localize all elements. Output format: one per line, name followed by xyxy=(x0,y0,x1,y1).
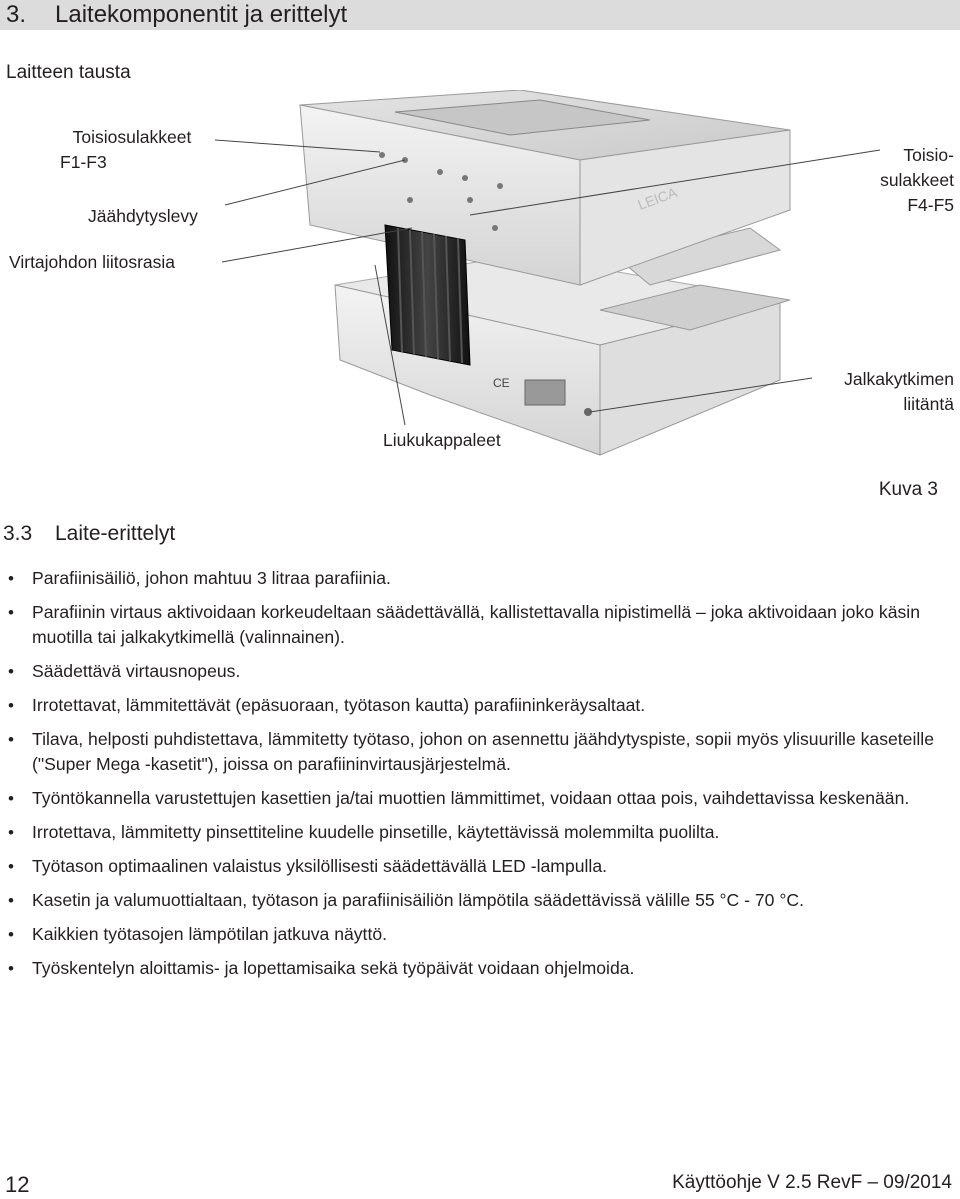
bullet-icon: • xyxy=(8,857,14,876)
list-item xyxy=(8,659,954,684)
type-plate xyxy=(525,380,565,405)
device-illustration xyxy=(0,90,960,470)
list-item-text: Tilava, helposti puhdistettava, lämmitetty työtaso, johon on asennettu jäähdytyspiste, sopii myös ylisuurille kaseteille ("Super Mega -kasetit"), joissa on parafiininvirtausjärjestelmä. xyxy=(32,729,934,774)
bullet-icon: • xyxy=(8,789,14,808)
label-slides: Liukukappaleet xyxy=(383,430,501,450)
list-item xyxy=(8,888,954,913)
list-item xyxy=(8,854,954,879)
list-item xyxy=(8,956,954,981)
bullet-icon: • xyxy=(8,730,14,749)
bullet-icon: • xyxy=(8,959,14,978)
label-line: Toisio- xyxy=(903,145,954,165)
label-cooling-plate: Jäähdytyslevy xyxy=(88,206,198,226)
list-item xyxy=(8,693,954,718)
bullet-icon: • xyxy=(8,662,14,681)
list-item-text: Irrotettava, lämmitetty pinsettiteline kuudelle pinsetille, käytettävissä molemmilta puolilta. xyxy=(32,822,720,842)
list-item xyxy=(8,566,954,591)
bullet-icon: • xyxy=(8,823,14,842)
page-number: 12 xyxy=(5,1172,30,1197)
label-line: Jalkakytkimen xyxy=(844,369,954,389)
list-item-text: Työntökannella varustettujen kasettien ja/tai muottien lämmittimet, voidaan ottaa pois, vaihdettavissa keskenään. xyxy=(32,788,910,808)
section-heading xyxy=(3,522,175,546)
label-line: F1-F3 xyxy=(60,152,107,172)
bullet-icon: • xyxy=(8,925,14,944)
list-item-text: Säädettävä virtausnopeus. xyxy=(32,661,241,681)
chapter-title: Laitekomponentit ja erittelyt xyxy=(55,1,348,28)
list-item xyxy=(8,922,954,947)
chapter-header-bar xyxy=(0,0,960,30)
list-item-text: Parafiinin virtaus aktivoidaan korkeudeltaan säädettävällä, kallistettavalla nipistimellä – joka aktivoidaan joko käsin muotilla tai jalkakytkimellä (valinnainen). xyxy=(32,602,921,647)
label-line: liitäntä xyxy=(903,394,954,414)
device-brand-logo: LEICA xyxy=(635,183,680,213)
bullet-icon: • xyxy=(8,603,14,622)
document-version: Käyttöohje V 2.5 RevF – 09/2014 xyxy=(672,1172,952,1193)
list-item xyxy=(8,820,954,845)
list-item-text: Kaikkien työtasojen lämpötilan jatkuva näyttö. xyxy=(32,924,388,944)
label-line: Toisiosulakkeet xyxy=(72,127,192,147)
subsection-title: Laitteen tausta xyxy=(6,62,131,83)
list-item-text: Irrotettavat, lämmitettävät (epäsuoraan, työtason kautta) parafiininkeräysaltaat. xyxy=(32,695,646,715)
list-item xyxy=(8,600,954,650)
list-item xyxy=(8,727,954,777)
ce-mark: CE xyxy=(493,376,510,390)
section-title: Laite-erittelyt xyxy=(55,522,176,545)
chapter-number: 3. xyxy=(6,1,27,28)
label-line: F4-F5 xyxy=(907,195,954,215)
bullet-icon: • xyxy=(8,891,14,910)
section-number: 3.3 xyxy=(3,522,33,545)
label-power-socket: Virtajohdon liitosrasia xyxy=(9,252,176,272)
list-item-text: Parafiinisäiliö, johon mahtuu 3 litraa parafiinia. xyxy=(32,568,391,588)
bullet-icon: • xyxy=(8,569,14,588)
list-item-text: Työtason optimaalinen valaistus yksilöllisesti säädettävällä LED -lampulla. xyxy=(32,856,608,876)
list-item-text: Työskentelyn aloittamis- ja lopettamisaika sekä työpäivät voidaan ohjelmoida. xyxy=(32,958,635,978)
list-item-text: Kasetin ja valumuottialtaan, työtason ja parafiinisäiliön lämpötila säädettävissä välille 55 °C - 70 °C. xyxy=(32,890,804,910)
bullet-icon: • xyxy=(8,696,14,715)
list-item xyxy=(8,786,954,811)
label-line: sulakkeet xyxy=(880,170,954,190)
figure-caption: Kuva 3 xyxy=(878,479,938,500)
specification-list xyxy=(8,566,954,990)
